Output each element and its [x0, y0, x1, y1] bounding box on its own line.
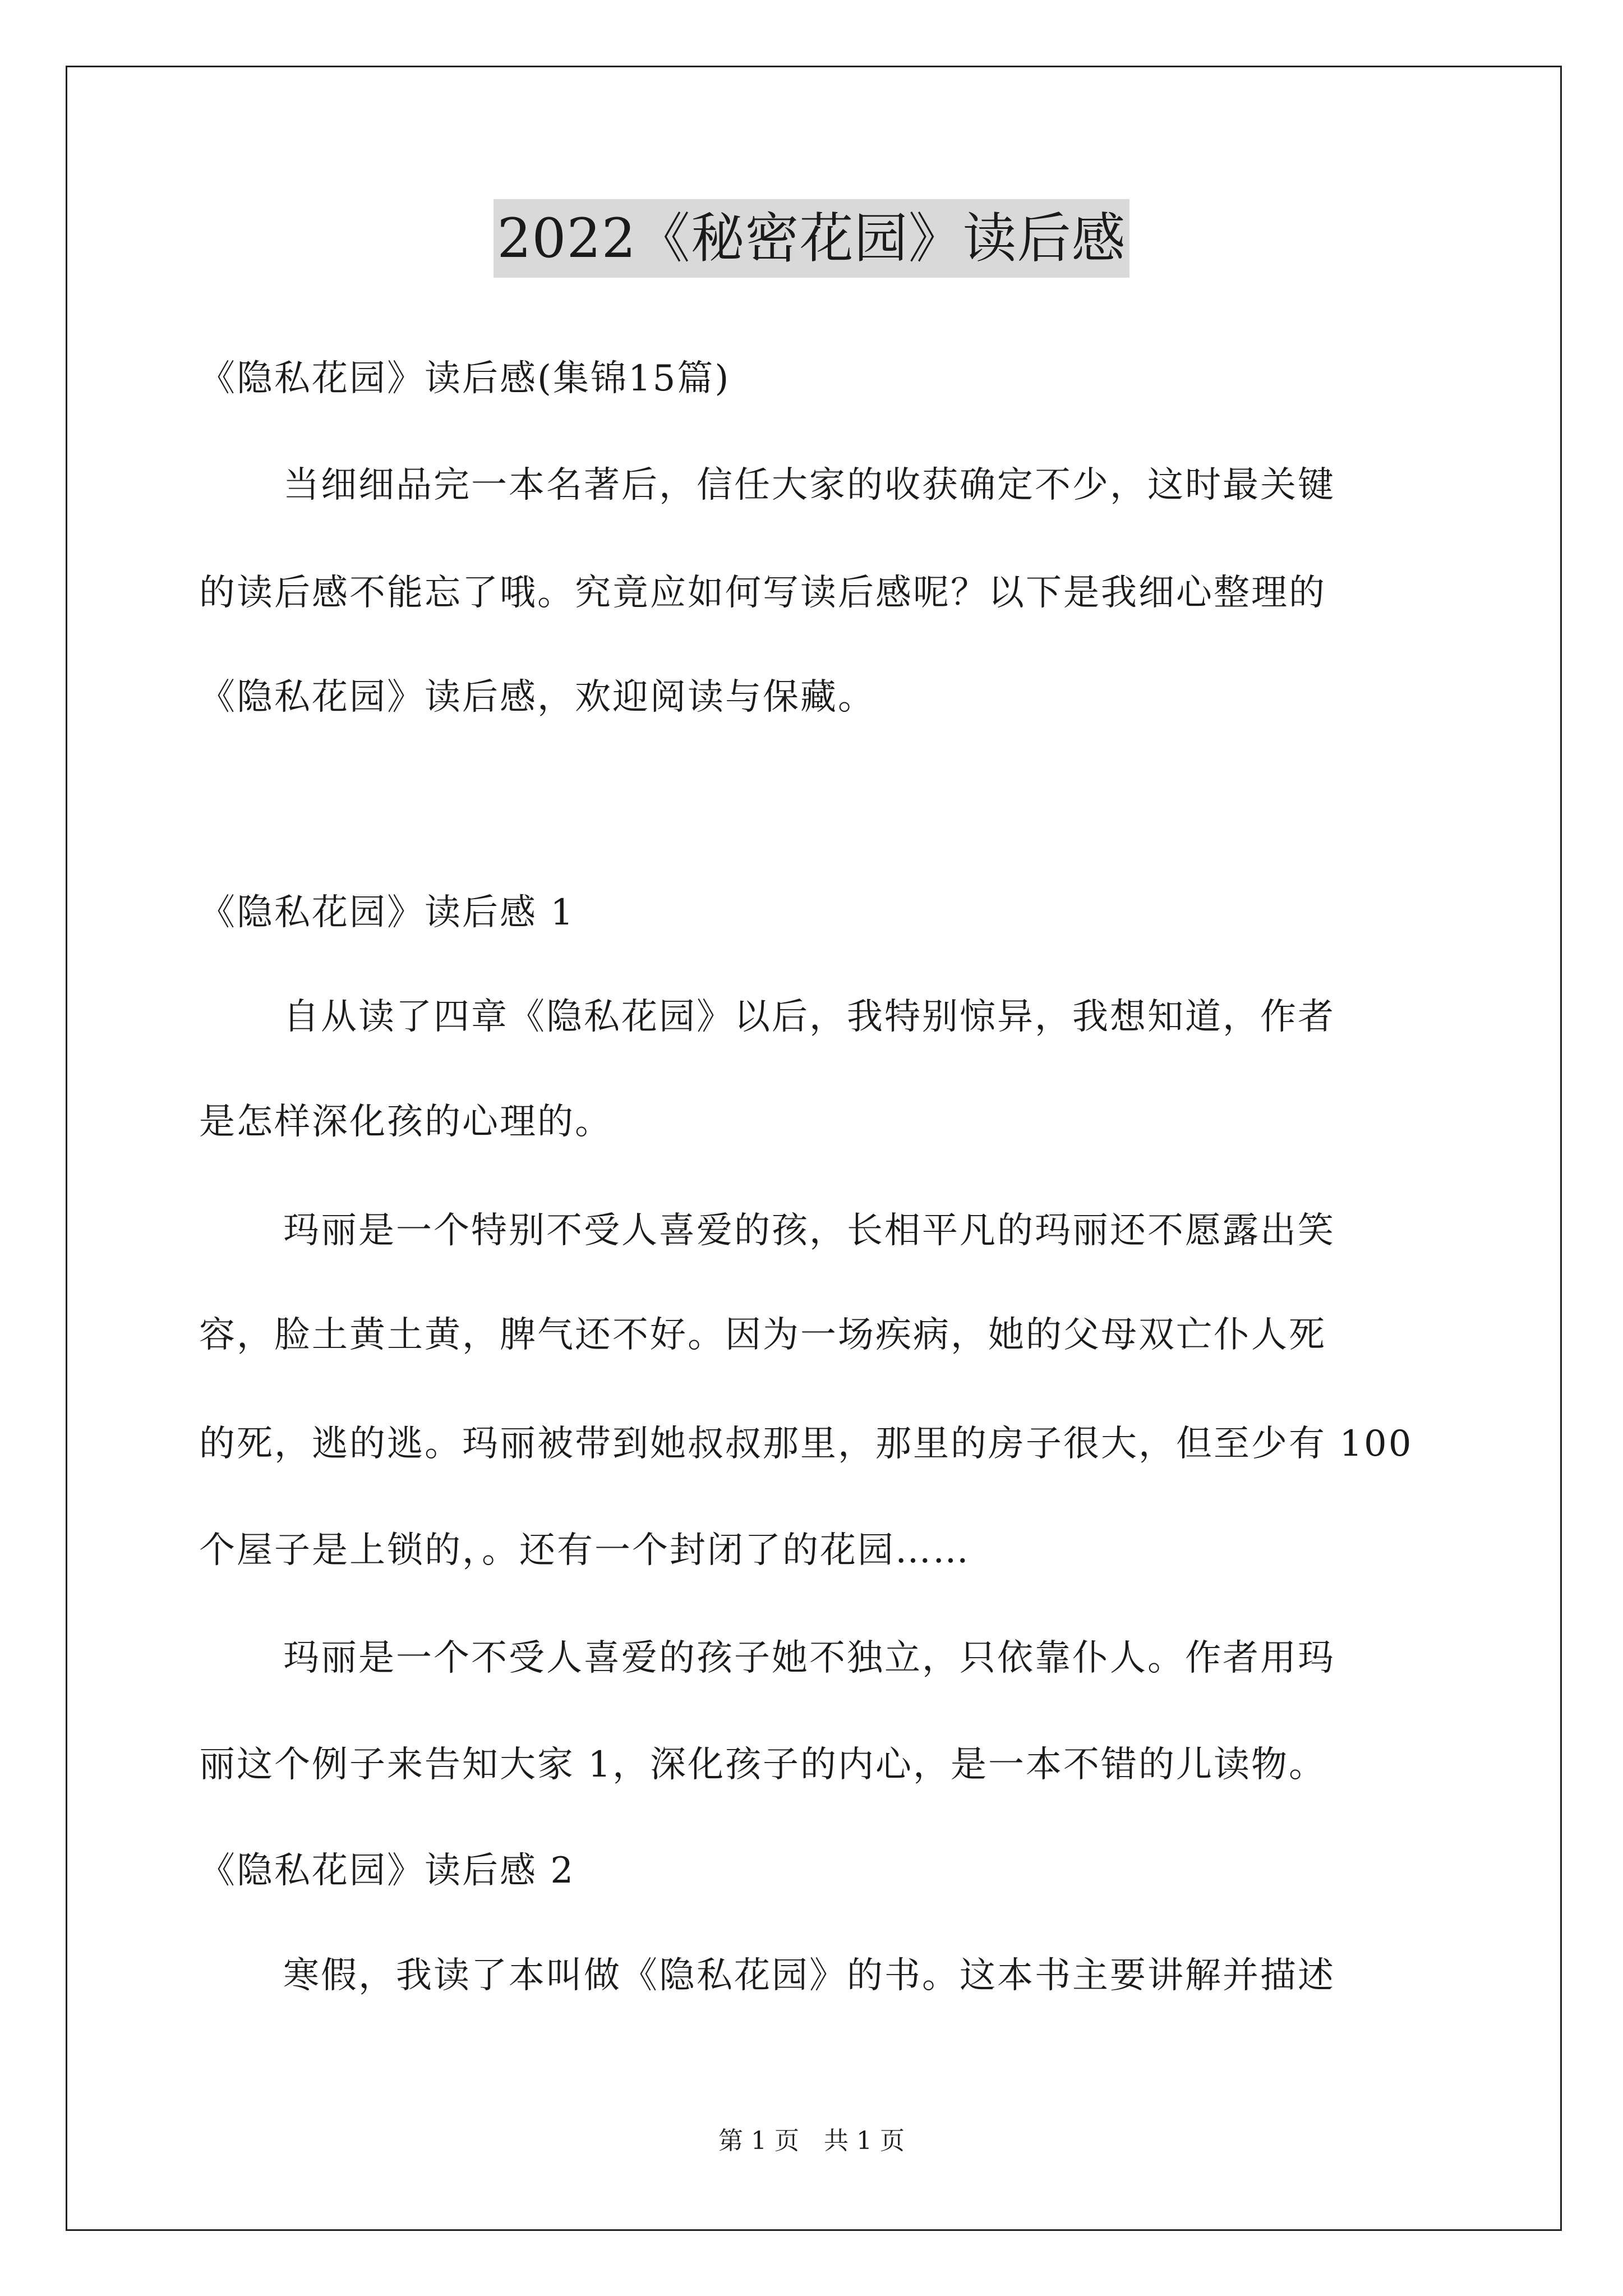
- paragraph-line: 自从读了四章《隐私花园》以后，我特别惊异，我想知道，作者: [283, 996, 1335, 1038]
- paragraph-line: 容，脸土黄土黄，脾气还不好。因为一场疾病，她的父母双亡仆人死: [199, 1314, 1326, 1356]
- paragraph-line: 寒假，我读了本叫做《隐私花园》的书。这本书主要讲解并描述: [283, 1955, 1335, 1996]
- title-wrap: [0, 199, 1623, 278]
- paragraph-line: 是怎样深化孩的心理的。: [199, 1101, 612, 1143]
- page-footer: 第 1 页 共 1 页: [718, 2127, 905, 2155]
- subtitle: 《隐私花园》读后感(集锦15篇): [199, 358, 731, 399]
- paragraph-line: 玛丽是一个特别不受人喜爱的孩，长相平凡的玛丽还不愿露出笑: [283, 1210, 1335, 1251]
- intro-line-3: 《隐私花园》读后感，欢迎阅读与保藏。: [199, 677, 875, 718]
- intro-line-2: 的读后感不能忘了哦。究竟应如何写读后感呢？以下是我细心整理的: [199, 572, 1326, 614]
- paragraph-line: 玛丽是一个不受人喜爱的孩子她不独立，只依靠仆人。作者用玛: [283, 1637, 1335, 1679]
- paragraph-line: 的死，逃的逃。玛丽被带到她叔叔那里，那里的房子很大，但至少有 100: [199, 1423, 1413, 1465]
- section-heading-1: 《隐私花园》读后感 1: [199, 892, 575, 933]
- page-title: 2022《秘密花园》读后感: [494, 199, 1129, 278]
- paragraph-line: 丽这个例子来告知大家 1，深化孩子的内心，是一本不错的儿读物。: [199, 1744, 1327, 1786]
- paragraph-line: 个屋子是上锁的，。还有一个封闭了的花园……: [199, 1530, 970, 1571]
- section-heading-2: 《隐私花园》读后感 2: [199, 1850, 575, 1892]
- intro-line-1: 当细细品完一本名著后，信任大家的收获确定不少，这时最关键: [283, 464, 1335, 506]
